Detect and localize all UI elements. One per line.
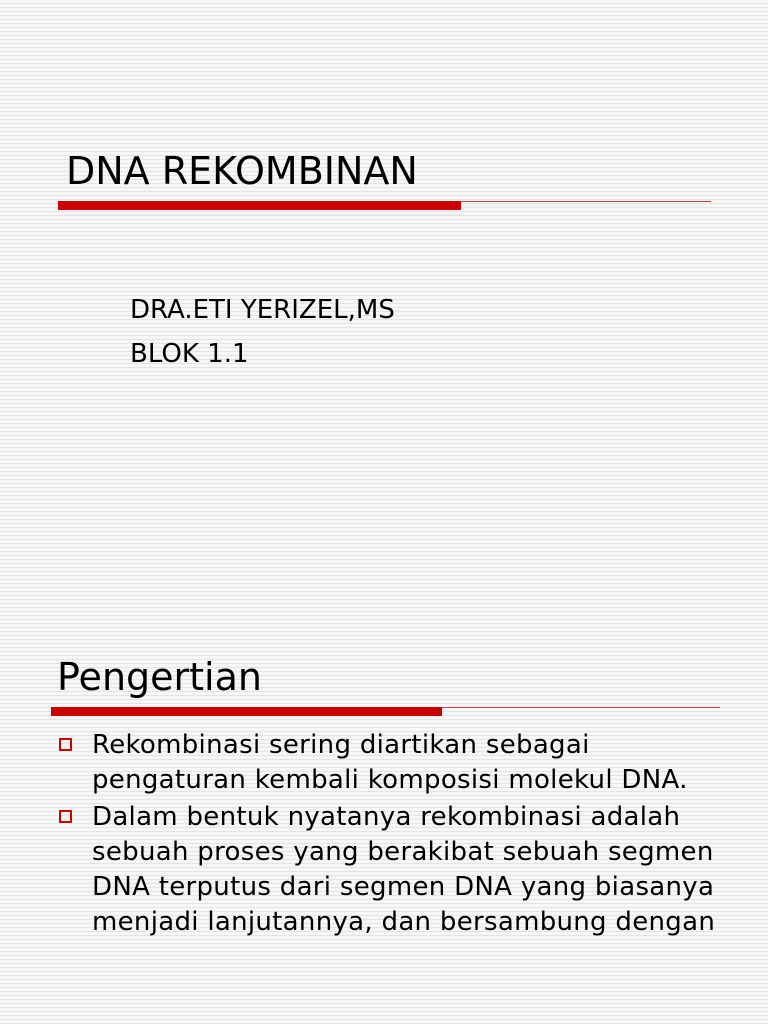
hollow-square-bullet-icon bbox=[59, 738, 72, 751]
hollow-square-bullet-icon bbox=[59, 810, 72, 823]
bullet-text: Dalam bentuk nyatanya rekombinasi adalah sebuah proses yang berakibat sebuah segmen DNA terputus dari segmen DNA yang biasanya menjadi lanjutannya, dan bersambung dengan bbox=[92, 802, 716, 937]
author-name: DRA.ETI YERIZEL,MS bbox=[130, 295, 395, 325]
list-item bbox=[56, 800, 736, 940]
slide-title: Pengertian bbox=[57, 655, 262, 699]
content-slide bbox=[0, 640, 768, 1024]
slide-title: DNA REKOMBINAN bbox=[66, 149, 418, 193]
bullet-text: Rekombinasi sering diartikan sebagai pengaturan kembali komposisi molekul DNA. bbox=[92, 730, 688, 795]
block-label: BLOK 1.1 bbox=[130, 339, 249, 369]
title-underline-thick bbox=[58, 201, 461, 210]
list-item bbox=[56, 728, 736, 798]
bullet-list bbox=[56, 728, 736, 942]
title-underline-thick bbox=[51, 707, 442, 716]
